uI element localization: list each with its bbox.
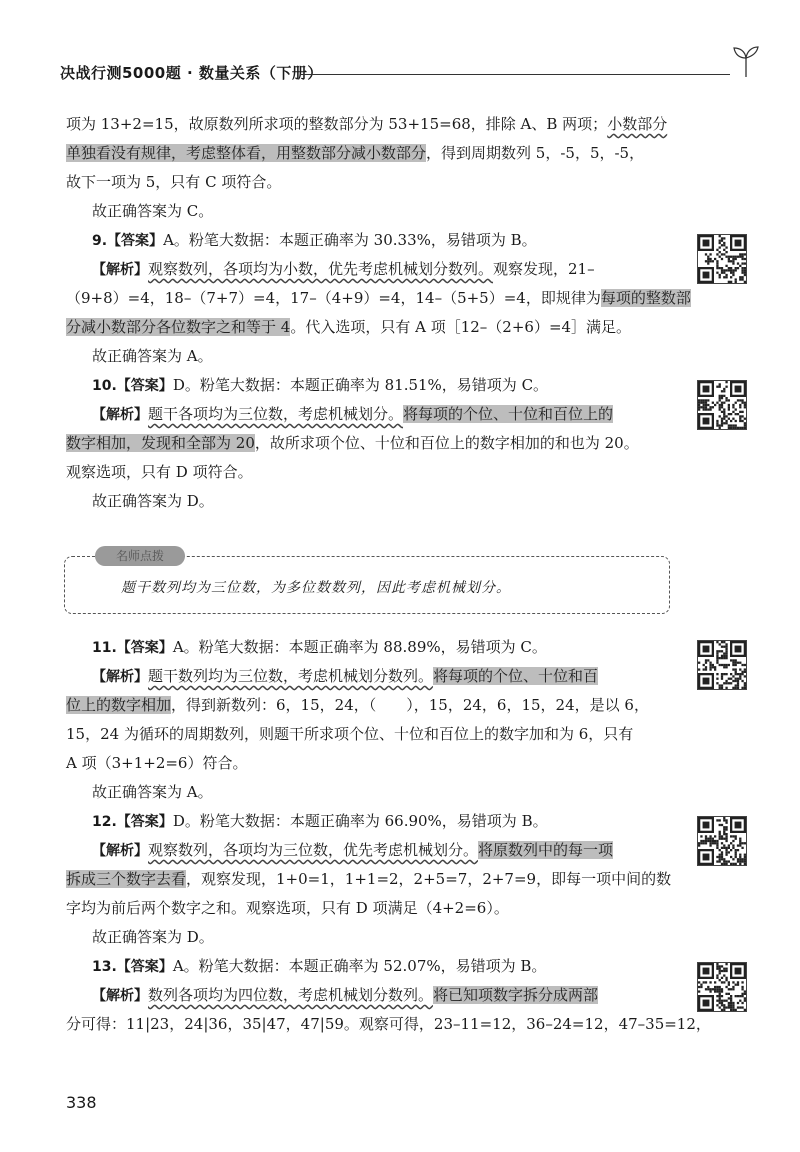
text-line xyxy=(66,691,676,720)
text-line xyxy=(66,400,676,429)
text-line xyxy=(66,662,676,691)
answer-tag: 12.【答案】 xyxy=(92,814,173,830)
text-line xyxy=(66,458,676,487)
text-span: （9+8）=4，18–（7+7）=4，17–（4+9）=4，14–（5+5）=4，即规律为 xyxy=(66,289,601,307)
text-line xyxy=(66,720,676,749)
text-span: A。粉笔大数据：本题正确率为 30.33%，易错项为 B。 xyxy=(163,231,537,249)
text-span: 观察选项，只有 D 项符合。 xyxy=(66,463,253,481)
text-span: 故正确答案为 D。 xyxy=(92,928,214,946)
text-line xyxy=(66,633,676,662)
text-span: 分可得：11|23，24|36，35|47，47|59。观察可得，23–11=12，36–24=12，47–35=12， xyxy=(66,1015,711,1033)
text-line xyxy=(66,1010,711,1039)
text-span: 字均为前后两个数字之和。观察选项，只有 D 项满足（4+2=6）。 xyxy=(66,899,509,917)
highlighted-text: 将每项的个位、十位和百位上的 xyxy=(403,405,614,423)
highlighted-text: 分减小数部分各位数字之和等于 4 xyxy=(66,318,291,336)
text-span: 15，24 为循环的周期数列，则题干所求项个位、十位和百位上的数字加和为 6，只有 xyxy=(66,725,634,743)
text-line xyxy=(66,923,676,952)
qr-code-icon[interactable] xyxy=(697,380,747,430)
highlighted-text: 数字相加，发现和全部为 20 xyxy=(66,434,255,452)
text-span: 故下一项为 5，只有 C 项符合。 xyxy=(66,173,282,191)
answer-tag: 11.【答案】 xyxy=(92,640,173,656)
text-line xyxy=(66,371,676,400)
highlighted-text: 将每项的个位、十位和百 xyxy=(433,667,599,685)
tip-text: 题干数列均为三位数，为多位数数列，因此考虑机械划分。 xyxy=(121,580,511,596)
text-span: ，故所求项个位、十位和百位上的数字相加的和也为 20。 xyxy=(254,434,639,452)
wavy-underlined-text: 小数部分 xyxy=(607,115,668,133)
highlighted-text: 将已知项数字拆分成两部 xyxy=(433,986,599,1004)
text-span: D。粉笔大数据：本题正确率为 81.51%，易错项为 C。 xyxy=(172,376,549,394)
text-line xyxy=(66,226,676,255)
text-span: ，得到新数列：6，15，24，（ ），15，24，6，15，24，是以 6， xyxy=(171,696,649,714)
highlighted-text: 每项的整数部 xyxy=(600,289,691,307)
text-span: A。粉笔大数据：本题正确率为 88.89%，易错项为 C。 xyxy=(172,638,547,656)
wavy-underlined-text: 观察数列，各项均为三位数，优先考虑机械划分。 xyxy=(148,841,479,859)
text-line xyxy=(66,894,676,923)
highlighted-text: 将原数列中的每一项 xyxy=(478,841,614,859)
answer-tag: 【解析】 xyxy=(92,988,148,1004)
highlighted-text: 位上的数字相加 xyxy=(66,696,172,714)
text-line xyxy=(66,139,676,168)
wavy-underlined-text: 观察数列，各项均为小数，优先考虑机械划分数列。 xyxy=(148,260,494,278)
wavy-underlined-text: 题干数列均为三位数，考虑机械划分数列。 xyxy=(148,667,434,685)
highlighted-text: 单独看没有规律，考虑整体看，用整数部分减小数部分 xyxy=(66,144,427,162)
text-line xyxy=(66,429,676,458)
text-span: 故正确答案为 A。 xyxy=(92,783,213,801)
text-line xyxy=(66,342,676,371)
text-line xyxy=(66,778,676,807)
answer-tag: 【解析】 xyxy=(92,262,148,278)
book-title: 决战行测5000题 · 数量关系（下册） xyxy=(60,64,323,82)
answer-tag: 【解析】 xyxy=(92,407,148,423)
text-span: 项为 13+2=15，故原数列所求项的整数部分为 53+15=68，排除 A、B 两项； xyxy=(66,115,608,133)
text-line xyxy=(66,749,676,778)
text-span: D。粉笔大数据：本题正确率为 66.90%，易错项为 B。 xyxy=(172,812,548,830)
text-span: 故正确答案为 C。 xyxy=(92,202,214,220)
answer-tag: 10.【答案】 xyxy=(92,378,173,394)
page-header xyxy=(60,62,760,92)
qr-code-icon[interactable] xyxy=(697,234,747,284)
wavy-underlined-text: 数列各项均为四位数，考虑机械划分数列。 xyxy=(148,986,434,1004)
text-span: 观察发现，21– xyxy=(493,260,595,278)
text-line xyxy=(66,836,676,865)
text-line xyxy=(66,981,676,1010)
answer-tag: 9.【答案】 xyxy=(92,233,164,249)
text-line xyxy=(66,807,676,836)
tip-label: 名师点拨 xyxy=(95,546,185,566)
text-span: A。粉笔大数据：本题正确率为 52.07%，易错项为 B。 xyxy=(172,957,547,975)
qr-code-icon[interactable] xyxy=(697,640,747,690)
sprout-icon xyxy=(732,44,760,78)
answer-tag: 13.【答案】 xyxy=(92,959,173,975)
text-span: 。代入选项，只有 A 项［12–（2+6）=4］满足。 xyxy=(290,318,632,336)
highlighted-text: 拆成三个数字去看 xyxy=(66,870,187,888)
text-line xyxy=(66,110,676,139)
text-span: ，得到周期数列 5，-5，5，-5， xyxy=(426,144,645,162)
wavy-underlined-text: 题干各项均为三位数，考虑机械划分。 xyxy=(148,405,404,423)
text-span: 故正确答案为 A。 xyxy=(92,347,213,365)
text-line xyxy=(66,168,676,197)
header-rule xyxy=(300,74,730,75)
text-span: A 项（3+1+2=6）符合。 xyxy=(66,754,248,772)
text-line xyxy=(66,487,676,516)
text-line xyxy=(66,284,691,313)
qr-code-icon[interactable] xyxy=(697,816,747,866)
text-line xyxy=(66,197,676,226)
page-number: 338 xyxy=(66,1093,97,1112)
text-line xyxy=(66,952,676,981)
qr-code-icon[interactable] xyxy=(697,962,747,1012)
tip-box xyxy=(64,549,670,614)
answer-tag: 【解析】 xyxy=(92,669,148,685)
text-line xyxy=(66,255,676,284)
answer-tag: 【解析】 xyxy=(92,843,148,859)
text-line xyxy=(66,313,676,342)
text-line xyxy=(66,865,676,894)
text-span: 故正确答案为 D。 xyxy=(92,492,214,510)
text-span: ，观察发现，1+0=1，1+1=2，2+5=7，2+7=9，即每一项中间的数 xyxy=(186,870,672,888)
